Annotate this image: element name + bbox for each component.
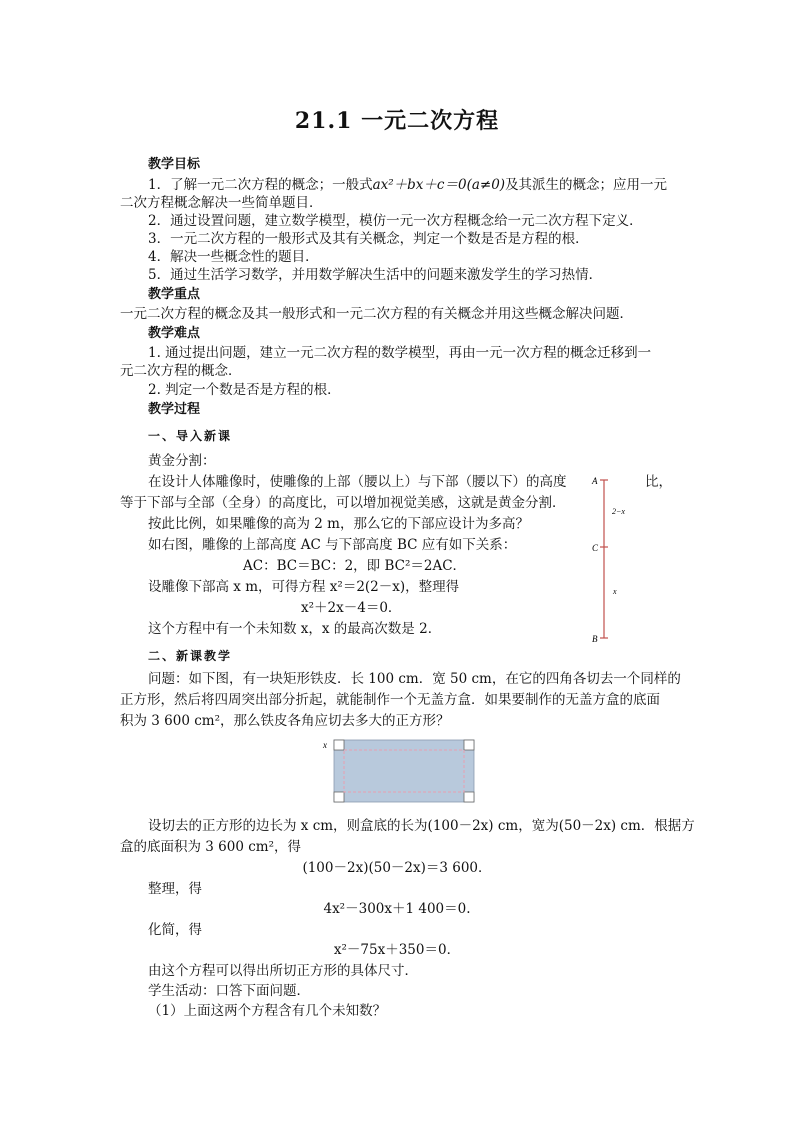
goal-3: 3．一元二次方程的一般形式及其有关概念，判定一个数是否是方程的根． [148, 231, 589, 247]
text-conclusion: 由这个方程可以得出所切正方形的具体尺寸． [148, 963, 418, 979]
question-1: 问题：如下图，有一块矩形铁皮．长 100 cm．宽 50 cm，在它的四角各切去一个同样的 [148, 671, 681, 687]
corner-square-tl [334, 740, 344, 750]
equation-3: (100－2x)(50－2x)＝3 600． [302, 860, 492, 876]
student-activity: 学生活动：口答下面问题． [148, 983, 310, 999]
goal-1: 1．了解一元二次方程的概念；一般式ax²＋bx＋c＝0(a≠0)及其派生的概念；应用一元 [148, 177, 668, 193]
point-c-label: C [592, 543, 599, 553]
difficulty-heading: 教学难点 [148, 326, 201, 341]
para-1: 在设计人体雕像时，使雕像的上部（腰以上）与下部（腰以下）的高度 [148, 474, 567, 490]
goal-1-cont: 二次方程概念解决一些简单题目． [120, 195, 323, 211]
para-5: 这个方程中有一个未知数 x，x 的最高次数是 2． [148, 621, 442, 637]
para-3: 如右图，雕像的上部高度 AC 与下部高度 BC 应有如下关系： [148, 537, 517, 553]
iron-sheet-rect [334, 740, 474, 802]
point-a-label: A [592, 476, 598, 486]
question-3: 积为 3 600 cm²，那么铁皮各角应切去多大的正方形？ [120, 713, 450, 729]
para-2: 按此比例，如果雕像的高为 2 m，那么它的下部应设计为多高？ [148, 516, 529, 532]
goal-5: 5．通过生活学习数学，并用数学解决生活中的问题来激发学生的学习热情． [148, 267, 603, 283]
para-4: 设雕像下部高 x m，可得方程 x²＝2(2－x)，整理得 [148, 579, 460, 595]
para-1-cont: 等于下部与全部（全身）的高度比，可以增加视觉美感，这就是黄金分割． [120, 495, 566, 511]
golden-section-figure [590, 472, 640, 644]
key-text: 一元二次方程的概念及其一般形式和一元二次方程的有关概念并用这些概念解决问题． [120, 306, 633, 322]
difficulty-2: 2. 判定一个数是否是方程的根． [148, 382, 341, 398]
reason-2: 盒的底面积为 3 600 cm²，得 [120, 839, 302, 855]
equation-1: AC：BC＝BC：2，即 BC²＝2AC． [243, 558, 467, 574]
question-2: 正方形，然后将四周突出部分折起，就能制作一个无盖方盒．如果要制作的无盖方盒的底面 [120, 692, 660, 708]
corner-square-tr [464, 740, 474, 750]
corner-square-bl [334, 792, 344, 802]
para-1-end: 比， [645, 474, 672, 490]
key-heading: 教学重点 [148, 287, 201, 302]
equation-2: x²＋2x－4＝0． [301, 600, 402, 616]
question-item-1: （1）上面这两个方程含有几个未知数？ [148, 1003, 387, 1019]
section-1-heading: 一、导入新课 [148, 429, 233, 443]
difficulty-1: 1. 通过提出问题，建立一元二次方程的数学模型，再由一元一次方程的概念迁移到一 [148, 345, 652, 361]
process-heading: 教学过程 [148, 402, 201, 417]
text-organize: 整理，得 [148, 881, 202, 897]
goal-2: 2．通过设置问题，建立数学模型，模仿一元一次方程概念给一元二次方程下定义． [148, 213, 643, 229]
goals-heading: 教学目标 [148, 157, 201, 172]
golden-label: 黄金分割： [148, 453, 216, 469]
equation-4: 4x²－300x＋1 400＝0. [323, 901, 471, 917]
upper-length-label: 2−x [612, 507, 625, 516]
corner-square-br [464, 792, 474, 802]
equation-5: x²－75x＋350＝0． [333, 942, 461, 958]
difficulty-1-cont: 元二次方程的概念． [120, 363, 242, 379]
page-title: 21.1 一元二次方程 [294, 108, 500, 134]
lower-length-label: x [613, 587, 617, 596]
corner-x-label: x [323, 740, 327, 750]
reason-1: 设切去的正方形的边长为 x cm，则盒底的长为(100－2x) cm，宽为(50－2x) cm．根据方 [148, 818, 695, 834]
text-simplify: 化简，得 [148, 922, 202, 938]
iron-sheet-figure [320, 736, 478, 806]
goal-4: 4．解决一些概念性的题目． [148, 249, 319, 265]
section-2-heading: 二、新课教学 [148, 649, 233, 663]
point-b-label: B [592, 634, 598, 644]
